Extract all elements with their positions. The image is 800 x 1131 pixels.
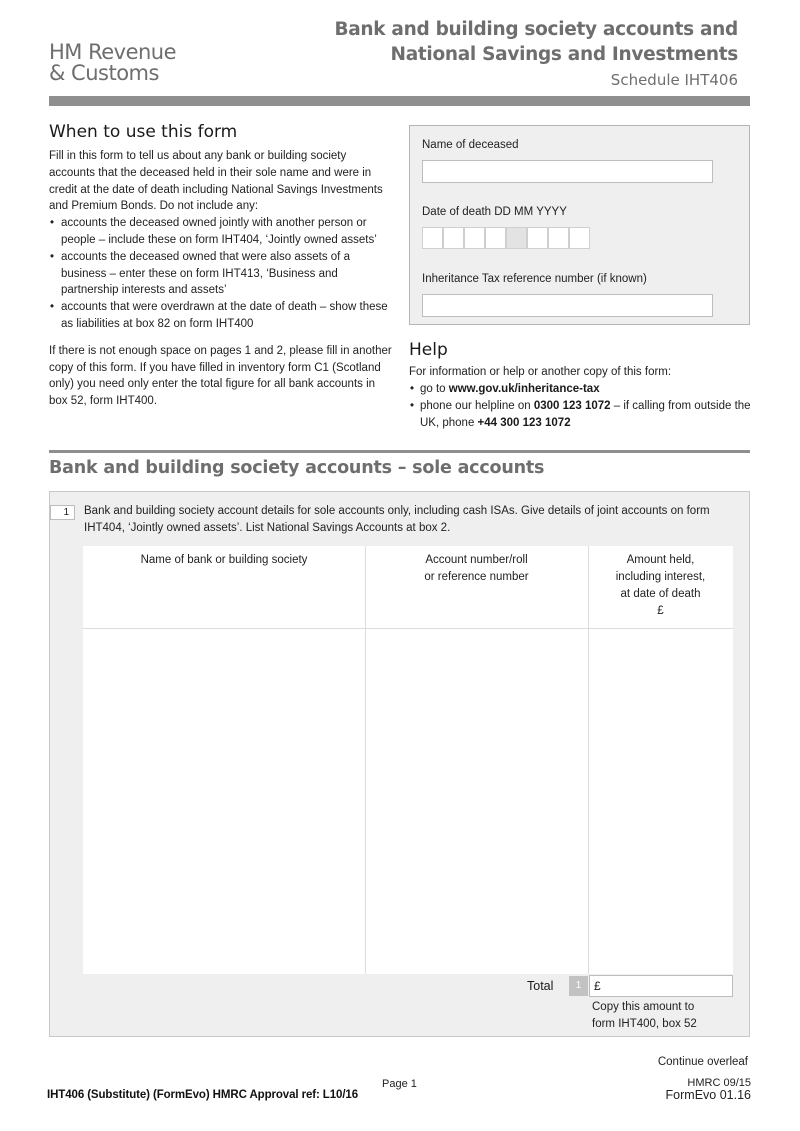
- col3-line2: including interest,: [615, 571, 706, 583]
- date-of-death-field[interactable]: [422, 227, 590, 249]
- title-line-1: Bank and building society accounts and: [334, 19, 738, 40]
- date-year-digit[interactable]: [506, 227, 527, 249]
- deceased-details-panel: [409, 125, 750, 325]
- deceased-name-label: Name of deceased: [422, 139, 519, 151]
- approval-reference: IHT406 (Substitute) (FormEvo) HMRC Approval ref: L10/16: [47, 1089, 359, 1101]
- help-text: [409, 364, 754, 432]
- schedule-label: Schedule IHT406: [610, 71, 738, 89]
- col-header-amount: [588, 552, 733, 620]
- hmrc-logo: [49, 42, 176, 84]
- col2-line2: or reference number: [424, 571, 529, 583]
- hmrc-code: HMRC 09/15: [687, 1077, 751, 1089]
- col3-line1: Amount held,: [626, 554, 695, 566]
- extra-copy-note: If there is not enough space on pages 1 and 2, please fill in another copy of this form. If you have filled in inventory form C1 (Scotland only) you need only enter the total figure for all bank accounts in box 52, form IHT400.: [49, 344, 392, 408]
- total-amount-field[interactable]: £: [589, 975, 733, 997]
- when-to-use-text: [49, 148, 394, 410]
- title-line-2: National Savings and Investments: [390, 44, 738, 65]
- when-intro: Fill in this form to tell us about any bank or building society accounts that the deceased held in their sole name and were in credit at the date of death including National Savings Investments and Premium Bonds. Do not include any:: [49, 150, 383, 213]
- international-number: +44 300 123 1072: [477, 417, 571, 429]
- help-website-prefix: go to: [420, 383, 449, 395]
- logo-line-1: HM Revenue: [49, 40, 177, 64]
- date-month-digit[interactable]: [485, 227, 506, 249]
- col3-line3: at date of death: [620, 588, 701, 600]
- column-divider: [365, 546, 366, 974]
- page-number: Page 1: [382, 1078, 417, 1090]
- date-year-digit[interactable]: [548, 227, 569, 249]
- column-divider: [588, 546, 589, 974]
- section-heading: Bank and building society accounts – sole accounts: [49, 458, 545, 478]
- accounts-table[interactable]: [83, 546, 733, 974]
- iht-reference-label: Inheritance Tax reference number (if known): [422, 273, 647, 285]
- form-version: [666, 1078, 751, 1102]
- when-to-use-heading: When to use this form: [49, 122, 238, 142]
- help-phone-mid: – if calling from outside the UK, phone: [420, 400, 751, 429]
- copy-amount-note: [592, 999, 697, 1032]
- exclusion-item: • accounts that were overdrawn at the date of death – show these as liabilities at box 82 on form IHT400: [49, 299, 394, 333]
- date-day-digit[interactable]: [422, 227, 443, 249]
- date-year-digit[interactable]: [527, 227, 548, 249]
- col-header-account-number: [365, 552, 588, 586]
- form-title: [334, 17, 738, 92]
- date-year-digit[interactable]: [569, 227, 590, 249]
- help-item-phone: [409, 398, 754, 432]
- help-heading: Help: [409, 340, 448, 360]
- box-1-instructions: Bank and building society account details for sole accounts only, including cash ISAs. Give details of joint accounts on form IHT404, ‘Jointly owned assets’. List National Savings Accounts at box 2.: [84, 505, 710, 534]
- continue-overleaf: Continue overleaf: [657, 1056, 748, 1068]
- help-list: [409, 381, 754, 432]
- total-label: Total: [527, 979, 554, 993]
- logo-line-2: & Customs: [49, 61, 159, 85]
- col3-line4: £: [657, 605, 664, 617]
- date-month-digit[interactable]: [464, 227, 485, 249]
- total-box-number: 1: [569, 976, 588, 996]
- help-intro: For information or help or another copy of this form:: [409, 366, 672, 378]
- date-of-death-label: Date of death DD MM YYYY: [422, 206, 567, 218]
- copy-note-line2: form IHT400, box 52: [592, 1017, 697, 1030]
- col2-line1: Account number/roll: [425, 554, 528, 566]
- iht-reference-field[interactable]: [422, 294, 713, 317]
- date-day-digit[interactable]: [443, 227, 464, 249]
- section-rule: [49, 450, 750, 453]
- exclusion-list: [49, 215, 394, 333]
- help-item-website: [409, 381, 754, 398]
- formevo-version: FormEvo 01.16: [665, 1088, 751, 1102]
- header-divider: [83, 628, 733, 629]
- website-link[interactable]: www.gov.uk/inheritance-tax: [448, 383, 600, 395]
- box-number: 1: [50, 505, 75, 520]
- col-header-bank-name: Name of bank or building society: [140, 554, 308, 566]
- copy-note-line1: Copy this amount to: [592, 1001, 695, 1013]
- helpline-number: 0300 123 1072: [533, 400, 611, 412]
- header-rule: [49, 96, 750, 106]
- exclusion-item: • accounts the deceased owned jointly with another person or people – include these on form IHT404, ‘Jointly owned assets’: [49, 215, 394, 249]
- exclusion-item: • accounts the deceased owned that were also assets of a business – enter these on form IHT413, ‘Business and partnership interests and assets’: [49, 249, 394, 299]
- help-phone-prefix: phone our helpline on: [420, 400, 534, 412]
- deceased-name-field[interactable]: [422, 160, 713, 183]
